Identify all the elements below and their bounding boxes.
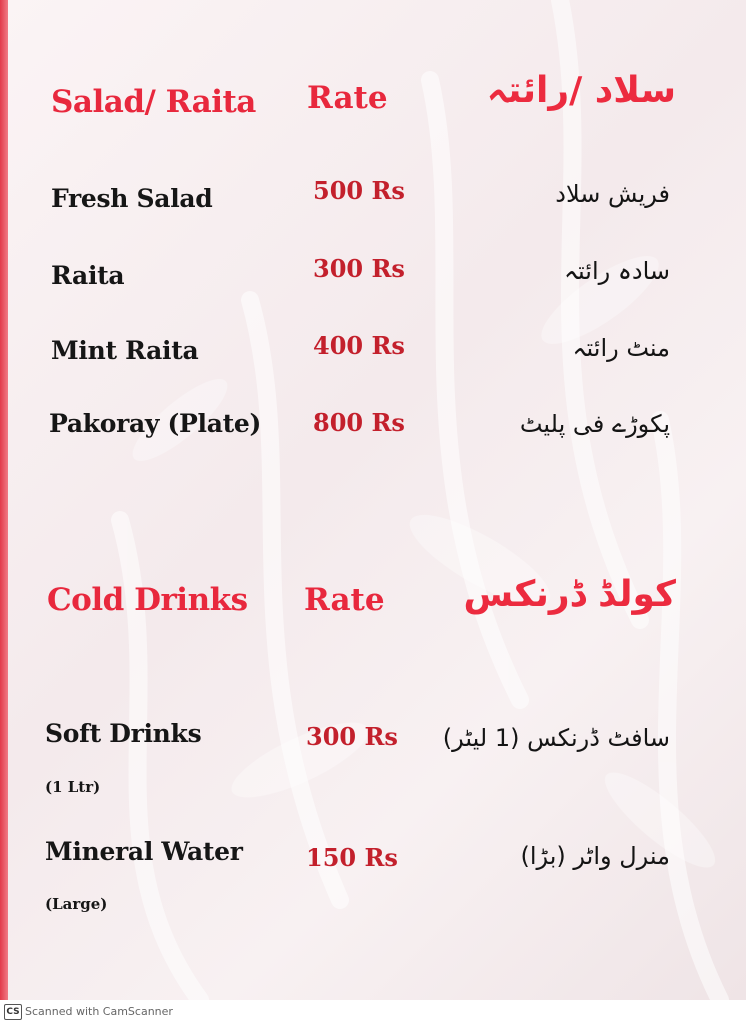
item-price: 500 Rs: [313, 176, 405, 205]
item-name: Raita: [51, 261, 125, 290]
item-name-urdu: فریش سلاد: [555, 180, 670, 208]
item-price: 150 Rs: [306, 843, 398, 872]
item-name-urdu: سافٹ ڈرنکس (1 لیٹر): [442, 724, 670, 752]
section-heading-drinks: Cold Drinks: [47, 582, 248, 618]
item-price: 300 Rs: [313, 254, 405, 283]
section-heading-drinks-urdu: کولڈ ڈرنکس: [463, 574, 676, 615]
item-price: 800 Rs: [313, 408, 405, 437]
item-note: (Large): [45, 895, 108, 913]
camscanner-logo-icon: CS: [4, 1004, 22, 1020]
item-price: 400 Rs: [313, 331, 405, 360]
item-name-urdu: سادہ رائتہ: [563, 257, 670, 285]
rate-heading-drinks: Rate: [304, 582, 385, 618]
rate-heading-salad: Rate: [307, 80, 388, 116]
section-heading-salad: Salad/ Raita: [51, 84, 256, 120]
item-note: (1 Ltr): [45, 778, 101, 796]
item-name: Fresh Salad: [51, 184, 213, 213]
section-heading-salad-urdu: سلاد /رائتہ: [486, 70, 676, 111]
item-name: Mint Raita: [51, 336, 199, 365]
item-name: Mineral Water: [45, 837, 243, 866]
scanner-footer: [0, 1000, 746, 1024]
scanner-watermark-text: Scanned with CamScanner: [25, 1005, 173, 1018]
item-name-urdu: منرل واٹر (بڑا): [520, 842, 670, 870]
item-name-urdu: منٹ رائتہ: [572, 334, 670, 362]
item-name: Pakoray (Plate): [49, 409, 262, 438]
item-name: Soft Drinks: [45, 719, 202, 748]
item-price: 300 Rs: [306, 722, 398, 751]
item-name-urdu: پکوڑے فی پلیٹ: [519, 410, 670, 438]
